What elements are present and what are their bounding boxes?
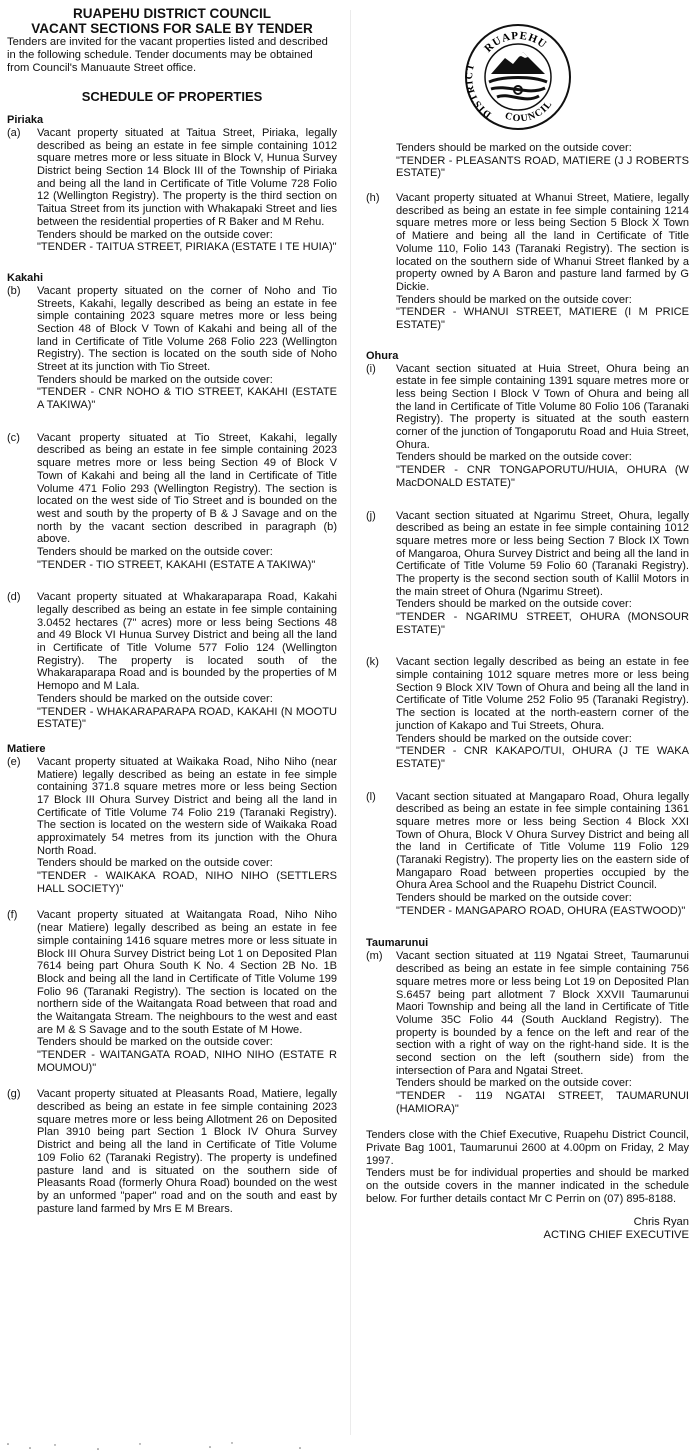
property-item-g-continued [366,142,689,180]
tender-label: "TENDER - NGARIMU STREET, OHURA (MONSOUR ESTATE)" [396,611,689,636]
tender-label: "TENDER - WHANUI STREET, MATIERE (I M PRICE ESTATE)" [396,306,689,331]
column-divider [350,10,351,1435]
tender-instruction: Tenders should be marked on the outside cover: [37,857,273,870]
tender-instruction: Tenders should be marked on the outside cover: [37,692,273,705]
property-item-i [366,363,689,490]
item-letter: (a) [7,127,21,139]
left-column [7,6,337,1215]
item-description: Vacant section situated at Ngarimu Street, Ohura, legally described as being an estate in fee simple containing 1012 square metres more or less being Section 7 Block IX Town of Mangaroa, Ohura Survey District and being all the land in Certificate of Title Volume 59 Folio 60 (Taranaki Registry). The property is the second section south of Kallil Motors in the main street of Ohura (Ngarimu Street). [396,509,689,598]
item-letter: (j) [366,509,376,522]
tender-label: "TENDER - WAITANGATA ROAD, NIHO NIHO (ESTATE R MOUMOU)" [37,1049,337,1074]
tender-instruction: Tenders should be marked on the outside cover: [37,373,273,386]
closing-paragraph-deadline: Tenders close with the Chief Executive, Ruapehu District Council, Private Bag 1001, Taumarunui 2600 at 4.00pm on Friday, 2 May 1997. [366,1129,689,1167]
tender-label: "TENDER - CNR NOHO & TIO STREET, KAKAHI (ESTATE A TAKIWA)" [37,386,337,412]
item-description: Vacant section legally described as being an estate in fee simple containing 1012 square metres more or less being Section 9 Block XIV Town of Ohura and being all the land in Certificate of Title Volume 252 Folio 95 (Taranaki Registry). The section is located at the north-eastern corner of the junction of Kakapo and Tui Streets, Ohura. [396,656,689,732]
tender-instruction: Tenders should be marked on the outside cover: [396,892,632,905]
item-description: Vacant property situated at Taitua Street, Piriaka, legally described as being an estate in fee simple containing 1012 square metres more or less situate in Block V, Hunua Survey District being Section 14 Block III of the Township of Piriaka and being all the land in Certificate of Title Volume 728 Folio 12 (Wellington Registry). The property is the third section on Taitua Street from its junction with Whakapaki Street and lies between the residential properties of R Baker and M Rehu. [37,127,337,228]
district-heading-taumarunui: Taumarunui [366,937,429,950]
seal-bottom-text: COUNCIL [503,98,555,125]
item-letter: (m) [366,950,383,963]
item-description: Vacant property situated at Waikaka Road, Niho Niho (near Matiere) legally described as being an estate in fee simple containing 371.8 square metres more or less being Section 17 Block III Ohura Survey District and being all the land in Certificate of Title Volume 74 Folio 219 (Taranaki Registry). The section is located on the western side of Waikaka Road approximately 54 metres from its junction with the Ohura North Road. [37,755,337,857]
item-description: Vacant section situated at Huia Street, Ohura being an estate in fee simple containing 1391 square metres more or less being Section I Block V Town of Ohura and being all the land in Certificate of Title Volume 80 Folio 106 (Taranaki Registry). The property is situated at the south eastern corner of the junction of Tongaporutu Road and Huia Street, Ohura. [396,362,689,451]
seal-left-text: DISTRICT [464,61,494,120]
tender-label: "TENDER - CNR KAKAPO/TUI, OHURA (J TE WAKA ESTATE)" [396,745,689,770]
tender-instruction: Tenders should be marked on the outside cover: [396,732,632,745]
schedule-heading: SCHEDULE OF PROPERTIES [81,89,263,104]
property-item-c [7,432,337,572]
property-item-d [7,591,337,731]
tender-instruction: Tenders should be marked on the outside cover: [396,598,632,611]
property-item-f [7,909,337,1074]
tender-label: "TENDER - MANGAPARO ROAD, OHURA (EASTWOOD)" [396,904,686,917]
item-description: Vacant property situated at Whakaraparapa Road, Kakahi legally described as being an estate in fee simple containing 3.0452 hectares (7" acres) more or less being Sections 48 and 49 Block VI Hunua Survey District and being all the land in Certificate of Title Volume 577 Folio 124 (Wellington Registry). The property is located south of the Whakaraparapa Road and is bounded by the properties of M Hemopo and M Lala. [37,591,337,693]
item-description: Vacant property situated on the corner of Noho and Tio Streets, Kakahi, legally described as being an estate in fee simple containing 2023 square metres more or less being Section 48 of Block V Town of Kakahi and being all of the land in Certificate of Title Volume 268 Folio 223 (Wellington Registry). The section is located on the south side of Noho Street at its junction with Tio Street. [37,284,337,373]
tender-instruction: Tenders should be marked on the outside cover: [37,545,273,558]
tender-instruction: Tenders should be marked on the outside cover: [37,228,273,241]
tender-instruction: Tenders should be marked on the outside cover: [396,142,632,154]
item-description: Vacant property situated at Waitangata Road, Niho Niho (near Matiere) legally described as being an estate in fee simple containing 1416 square metres more or less situate in Block III Ohura Survey District being Lot 1 on Deposited Plan 7614 being part Ohura South K No. 4 Section 2B No. 1B Block and being all the land in Certificate of Title Volume 199 Folio 96 (Taranaki Registry). The section is located on the northern side of the Waitangata Road between that road and the Waitangata Stream. The neighbours to the west and east are M & S Savage and to the south Estate of M Howe. [37,909,337,1036]
item-description: Vacant section situated at 119 Ngatai Street, Taumarunui described as being an estate in fee simple containing 756 square metres more or less being Lot 19 on Deposited Plan S.6457 being part allotment 7 Block XXVII Taumarunui Maori Township and being all the land in Certificate of Title Volume 35C Folio 44 (South Auckland Registry). The property is bounded by a fence on the left and rear of the section with a right of way on the right-hand side. It is the second section on the left (southern side) from the intersection of Para and Ngatai Street. [396,950,689,1077]
item-letter: (k) [366,656,379,669]
item-letter: (g) [7,1088,21,1101]
property-item-j [366,510,689,637]
property-item-k [366,656,689,770]
district-heading-matiere: Matiere [7,742,46,755]
property-item-h [366,192,689,332]
item-letter: (e) [7,755,21,768]
item-description: Vacant property situated at Pleasants Road, Matiere, legally described as being an estate in fee simple containing 2023 square metres more or less being Allotment 26 on Deposited Plan 3910 being part Section 1 Block IV Ohura Survey District and being all the land in Certificate of Title Volume 109 Folio 62 (Taranaki Registry). The property is undefined pasture land and is situated on the southern side of Pleasants Road (formerly Ohura Road) bounded on the west by an unformed "paper" road and on the south and east by pasture land farmed by Mrs E M Brears. [37,1088,337,1215]
district-heading-kakahi: Kakahi [7,271,44,284]
tender-label: "TENDER - 119 NGATAI STREET, TAUMARUNUI (HAMIORA)" [396,1090,689,1115]
property-item-e [7,756,337,896]
tender-instruction: Tenders should be marked on the outside cover: [396,1077,632,1090]
item-description: Vacant section situated at Mangaparo Road, Ohura legally described as being an estate in fee simple containing 1361 square metres more or less being Section 4 Block XXI Town of Ohura, Block V Ohura Survey District and being all the land in Certificate of Title Volume 119 Folio 129 (Taranaki Registry). The property lies on the eastern side of Mangaparo Road between properties occupied by the Ohura Area School and the Ruapehu District Council. [396,790,689,892]
signatory-position: ACTING CHIEF EXECUTIVE [543,1228,689,1241]
tender-label: "TENDER - TAITUA STREET, PIRIAKA (ESTATE I TE HUIA)" [37,241,337,254]
signatory-name: Chris Ryan [633,1215,689,1228]
tender-label: "TENDER - CNR TONGAPORUTU/HUIA, OHURA (W MacDONALD ESTATE)" [396,464,689,489]
item-description: Vacant property situated at Whanui Street, Matiere, legally described as being an estate in fee simple containing 1214 square metres more or less being Section 5 Block X Town of Matiere and being all the land in Certificate of Title Volume 110, Folio 143 (Taranaki Registry). The section is located on the southern side of Whanui Street flanked by a property owned by A Baron and pasture land farmed by G Dickie. [396,192,689,293]
tender-label: "TENDER - TIO STREET, KAKAHI (ESTATE A TAKIWA)" [37,558,316,571]
item-letter: (l) [366,790,376,803]
property-item-b [7,285,337,412]
scan-specks [0,1440,700,1452]
intro-paragraph: Tenders are invited for the vacant properties listed and described in the following schedule. Tender documents may be obtained from Council's Manuaute Street office. [7,36,328,74]
tender-instruction: Tenders should be marked on the outside cover: [396,293,632,306]
item-letter: (b) [7,284,21,297]
item-letter: (i) [366,362,376,375]
item-description: Vacant property situated at Tio Street, Kakahi, legally described as being an estate in fee simple containing 2023 square metres more or less being Section 49 of Block V Town of Kakahi and being all the land in Certificate of Title Volume 471 Folio 293 (Wellington Registry). The section is located on the west side of Tio Street and is bounded on the west and south by the property of B & J Savage and on the north by the vacant section described in paragraph (b) above. [37,431,337,546]
property-item-m [366,950,689,1115]
right-column [366,6,689,1242]
tender-label: "TENDER - WHAKARAPARAPA ROAD, KAKAHI (N MOOTU ESTATE)" [37,705,337,731]
tender-label: "TENDER - WAIKAKA ROAD, NIHO NIHO (SETTLERS HALL SOCIETY)" [37,870,337,895]
item-letter: (f) [7,909,18,922]
property-item-l [366,791,689,918]
notice-title: VACANT SECTIONS FOR SALE BY TENDER [31,21,313,36]
tender-instruction: Tenders should be marked on the outside cover: [37,1036,273,1049]
item-letter: (c) [7,431,20,444]
item-letter: (d) [7,591,21,604]
district-heading-piriaka: Piriaka [7,114,44,126]
council-heading: RUAPEHU DISTRICT COUNCIL [73,6,271,21]
property-item-a [7,127,337,254]
item-letter: (h) [366,192,380,205]
tender-label: "TENDER - PLEASANTS ROAD, MATIERE (J J ROBERTS ESTATE)" [396,154,689,180]
district-heading-ohura: Ohura [366,349,399,362]
tender-instruction: Tenders should be marked on the outside cover: [396,451,632,464]
property-item-g [7,1088,337,1215]
seal-top-text: RUAPEHU [482,29,550,55]
closing-paragraph-instructions: Tenders must be for individual properties and should be marked on the outside covers in the manner indicated in the schedule below. For further details contact Mr C Perrin on (07) 895-8188. [366,1167,689,1205]
